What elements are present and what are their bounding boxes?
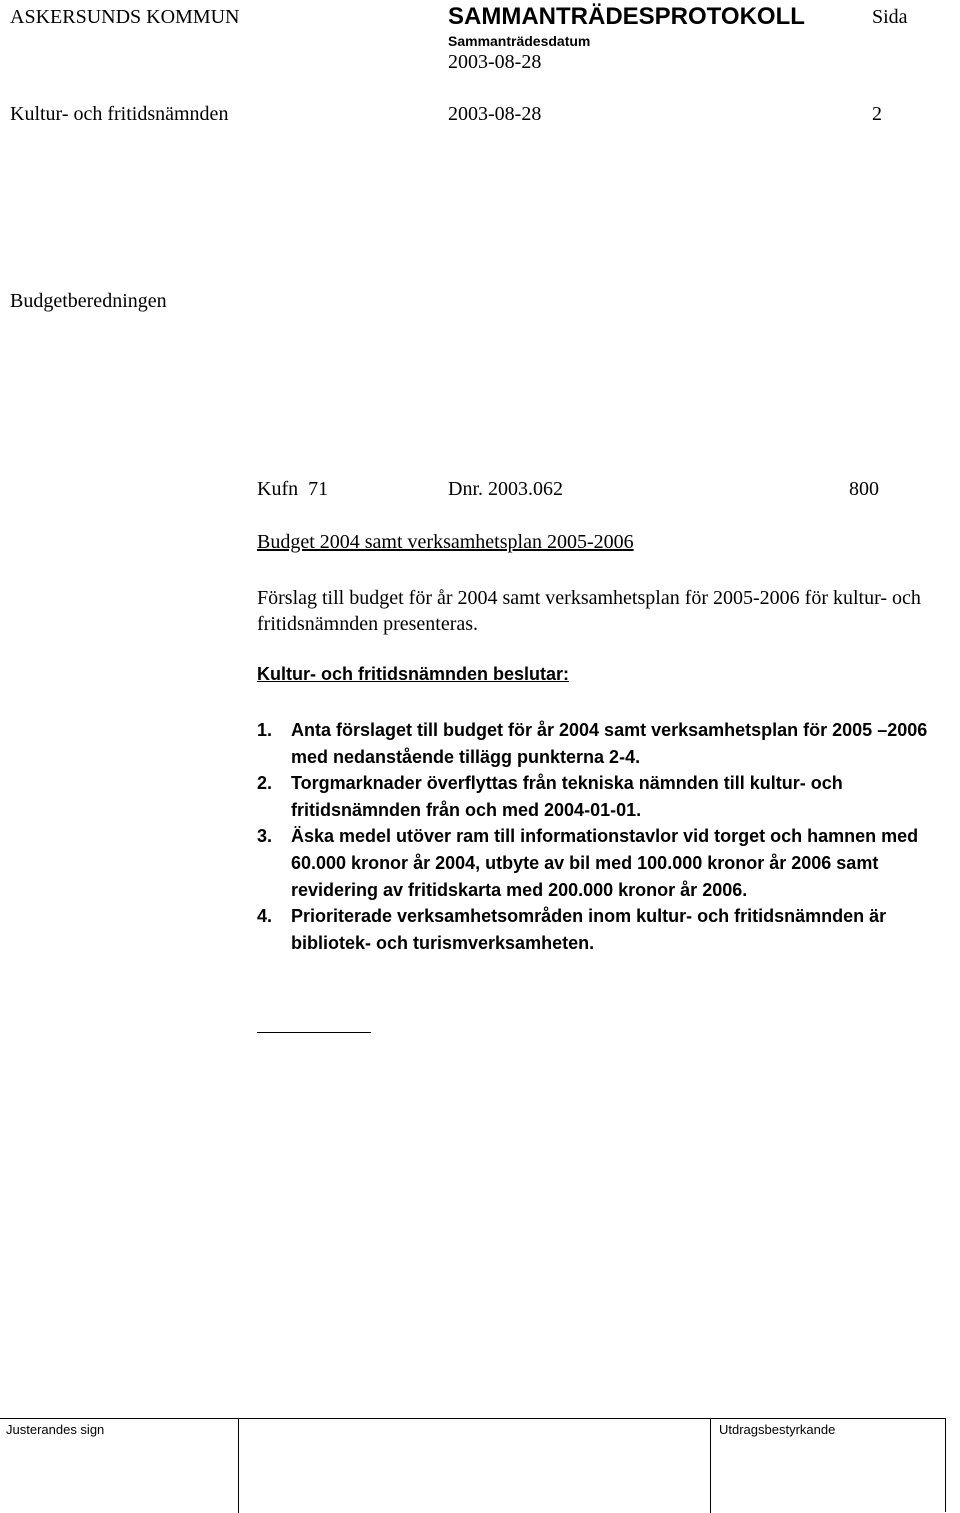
footer-extract-cell	[710, 1419, 946, 1513]
decision-number: 4.	[257, 906, 273, 927]
decision-item	[257, 903, 960, 956]
page-label: Sida	[872, 6, 908, 28]
proposal-text: Förslag till budget för år 2004 samt verksamhetsplan för 2005-2006 för kultur- och fritidsnämnden presenteras.	[257, 587, 921, 635]
decision-number: 1.	[257, 720, 273, 740]
footer-sign-cell	[0, 1419, 238, 1513]
justerandes-sign-label: Justerandes sign	[6, 1422, 105, 1437]
decision-number: 2.	[257, 773, 273, 794]
footer-blank-cell	[238, 1419, 710, 1513]
signature-line	[257, 1032, 371, 1033]
utdragsbestyrkande-label: Utdragsbestyrkande	[719, 1422, 836, 1437]
committee-date: 2003-08-28	[448, 103, 542, 125]
footer-signature-table	[0, 1418, 946, 1512]
page-number: 2	[872, 103, 882, 125]
decision-item	[257, 823, 960, 903]
municipality-name: ASKERSUNDS KOMMUN	[10, 6, 240, 28]
document-type-title: SAMMANTRÄDESPROTOKOLL	[448, 3, 805, 30]
decision-number: 3.	[257, 826, 273, 847]
decision-heading: Kultur- och fritidsnämnden beslutar:	[257, 664, 570, 684]
committee-name: Kultur- och fritidsnämnden	[10, 103, 229, 125]
section-heading: Budgetberedningen	[10, 290, 167, 312]
decision-list	[257, 717, 960, 956]
decision-text: Anta förslaget till budget för år 2004 samt verksamhetsplan för 2005 –2006 med nedanstående tillägg punkterna 2-4.	[291, 720, 928, 767]
case-dnr: Dnr. 2003.062	[448, 478, 563, 500]
case-title: Budget 2004 samt verksamhetsplan 2005-2006	[257, 531, 634, 553]
decision-text: Torgmarknader överflyttas från tekniska nämnden till kultur- och fritidsnämnden från och med 2004-01-01.	[291, 773, 843, 820]
decision-item	[257, 770, 960, 823]
meeting-date: 2003-08-28	[448, 51, 542, 73]
case-code: 800	[849, 478, 879, 500]
decision-text: Äska medel utöver ram till informationstavlor vid torget och hamnen med 60.000 kronor år 2004, utbyte av bil med 100.000 kronor år 2006 samt revidering av fritidskarta med 200.000 kronor år 2006.	[291, 826, 919, 900]
decision-item	[257, 717, 960, 770]
case-paragraph: Kufn 71	[257, 478, 329, 500]
decision-text: Prioriterade verksamhetsområden inom kultur- och fritidsnämnden är bibliotek- och turismverksamheten.	[291, 906, 887, 953]
meeting-date-label: Sammanträdesdatum	[448, 33, 591, 49]
